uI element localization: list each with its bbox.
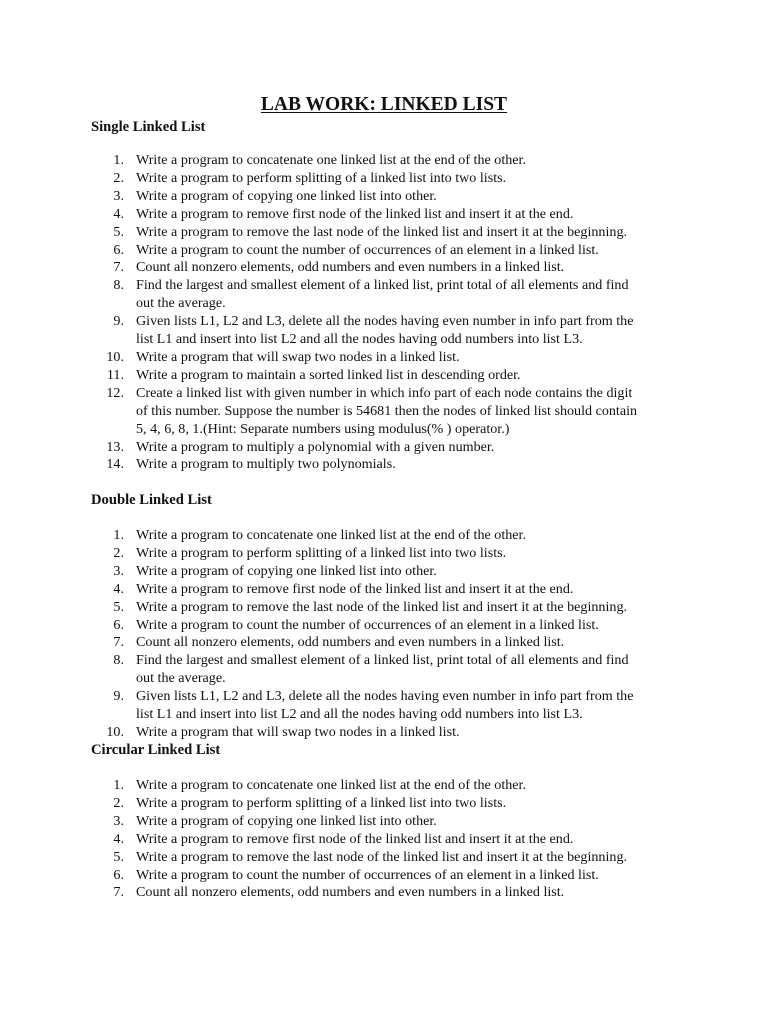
list-item-number: 5. (113, 223, 124, 240)
list-item-text: Write a program to perform splitting of a linked list into two lists. (136, 544, 507, 561)
list-item (91, 849, 691, 867)
list-item-number: 4. (113, 580, 124, 597)
list-item-text: Write a program to remove first node of the linked list and insert it at the end. (136, 580, 574, 597)
list-item-text: Write a program to multiply two polynomials. (136, 456, 396, 473)
list-item-text: Write a program to perform splitting of a linked list into two lists. (136, 169, 507, 186)
list-item-text: Write a program that will swap two nodes in a linked list. (136, 723, 460, 740)
list-item-number: 12. (106, 384, 124, 401)
list-item (91, 724, 691, 742)
list-item-number: 6. (113, 616, 124, 633)
list-item-text: list L1 and insert into list L2 and all the nodes having odd numbers into list L3. (136, 331, 583, 348)
list-item-text: of this number. Suppose the number is 54681 then the nodes of linked list should contain (136, 402, 638, 419)
list-item-number: 9. (113, 688, 124, 705)
list-item-number: 14. (106, 456, 124, 473)
list-item (91, 617, 691, 635)
list-item-number: 3. (113, 187, 124, 204)
list-item (91, 831, 691, 849)
list-item-text: Count all nonzero elements, odd numbers and even numbers in a linked list. (136, 259, 565, 276)
list-item-text: Write a program to remove first node of the linked list and insert it at the end. (136, 205, 574, 222)
list-item-text: Write a program to concatenate one linked list at the end of the other. (136, 152, 526, 168)
list-item (91, 224, 691, 242)
list-item-number: 10. (106, 723, 124, 740)
list-item-text: Count all nonzero elements, odd numbers and even numbers in a linked list. (136, 884, 565, 901)
list-item-number: 9. (113, 313, 124, 330)
list-item-text: Write a program to remove the last node of the linked list and insert it at the beginning. (136, 598, 628, 615)
list-item-text: Find the largest and smallest element of a linked list, print total of all elements and find (136, 277, 629, 294)
list-item-number: 3. (113, 562, 124, 579)
list-item (91, 188, 691, 206)
list-item-number: 3. (113, 812, 124, 829)
list-item-text: Count all nonzero elements, odd numbers and even numbers in a linked list. (136, 634, 565, 651)
list-item (91, 813, 691, 831)
list-item-text: Write a program to perform splitting of a linked list into two lists. (136, 794, 507, 811)
list-item-text: Write a program to concatenate one linked list at the end of the other. (136, 777, 526, 793)
list-item-number: 1. (113, 527, 124, 543)
list-item-text: Write a program to maintain a sorted linked list in descending order. (136, 366, 521, 383)
task-list-circular-linked-list (91, 777, 691, 902)
list-item-text: Write a program of copying one linked list into other. (136, 812, 437, 829)
section-heading-single-linked-list: Single Linked List (91, 119, 206, 135)
list-item-number: 1. (113, 152, 124, 168)
list-item-text: Write a program to multiply a polynomial with a given number. (136, 438, 495, 455)
list-item (91, 439, 691, 457)
list-item-text: Find the largest and smallest element of a linked list, print total of all elements and find (136, 652, 629, 669)
list-item-text: list L1 and insert into list L2 and all the nodes having odd numbers into list L3. (136, 706, 583, 723)
list-item-text: Write a program of copying one linked list into other. (136, 562, 437, 579)
list-item-text: out the average. (136, 295, 226, 312)
list-item (91, 206, 691, 224)
list-item-text: Write a program to count the number of occurrences of an element in a linked list. (136, 866, 599, 883)
list-item (91, 652, 691, 688)
list-item (91, 152, 691, 170)
list-item-text: Create a linked list with given number in which info part of each node contains the digit (136, 384, 633, 401)
list-item-number: 5. (113, 598, 124, 615)
list-item-text: Write a program of copying one linked list into other. (136, 187, 437, 204)
list-item-number: 2. (113, 544, 124, 561)
list-item-number: 11. (106, 366, 124, 383)
task-list-double-linked-list (91, 527, 691, 742)
list-item-text: Write a program that will swap two nodes in a linked list. (136, 348, 460, 365)
list-item-text: Given lists L1, L2 and L3, delete all the nodes having even number in info part from the (136, 688, 634, 705)
list-item-number: 7. (113, 884, 124, 901)
list-item (91, 867, 691, 885)
list-item (91, 242, 691, 260)
list-item (91, 563, 691, 581)
list-item-number: 7. (113, 634, 124, 651)
list-item (91, 259, 691, 277)
list-item (91, 795, 691, 813)
section-heading-double-linked-list: Double Linked List (91, 492, 212, 508)
list-item (91, 688, 691, 724)
list-item-number: 1. (113, 777, 124, 793)
list-item-number: 13. (106, 438, 124, 455)
list-item-number: 4. (113, 205, 124, 222)
list-item-text: 5, 4, 6, 8, 1.(Hint: Separate numbers using modulus(% ) operator.) (136, 420, 510, 437)
list-item (91, 777, 691, 795)
list-item-text: Write a program to count the number of occurrences of an element in a linked list. (136, 616, 599, 633)
list-item-text: Given lists L1, L2 and L3, delete all the nodes having even number in info part from the (136, 313, 634, 330)
list-item (91, 581, 691, 599)
list-item (91, 367, 691, 385)
list-item (91, 313, 691, 349)
list-item (91, 545, 691, 563)
list-item-number: 8. (113, 277, 124, 294)
list-item-number: 7. (113, 259, 124, 276)
list-item-number: 2. (113, 169, 124, 186)
list-item (91, 456, 691, 474)
list-item (91, 277, 691, 313)
list-item-text: Write a program to count the number of occurrences of an element in a linked list. (136, 241, 599, 258)
list-item-number: 6. (113, 866, 124, 883)
list-item (91, 527, 691, 545)
list-item (91, 170, 691, 188)
list-item-number: 8. (113, 652, 124, 669)
page-title: LAB WORK: LINKED LIST (260, 94, 508, 115)
list-item-text: Write a program to remove first node of the linked list and insert it at the end. (136, 830, 574, 847)
list-item-number: 5. (113, 848, 124, 865)
list-item (91, 385, 691, 439)
task-list-single-linked-list (91, 152, 691, 474)
list-item-text: out the average. (136, 670, 226, 687)
list-item (91, 884, 691, 902)
list-item (91, 599, 691, 617)
list-item-number: 6. (113, 241, 124, 258)
list-item-number: 2. (113, 794, 124, 811)
list-item (91, 634, 691, 652)
list-item (91, 349, 691, 367)
list-item-text: Write a program to remove the last node of the linked list and insert it at the beginning. (136, 223, 628, 240)
list-item-text: Write a program to concatenate one linked list at the end of the other. (136, 527, 526, 543)
section-heading-circular-linked-list: Circular Linked List (91, 742, 221, 758)
list-item-text: Write a program to remove the last node of the linked list and insert it at the beginning. (136, 848, 628, 865)
list-item-number: 10. (106, 348, 124, 365)
list-item-number: 4. (113, 830, 124, 847)
